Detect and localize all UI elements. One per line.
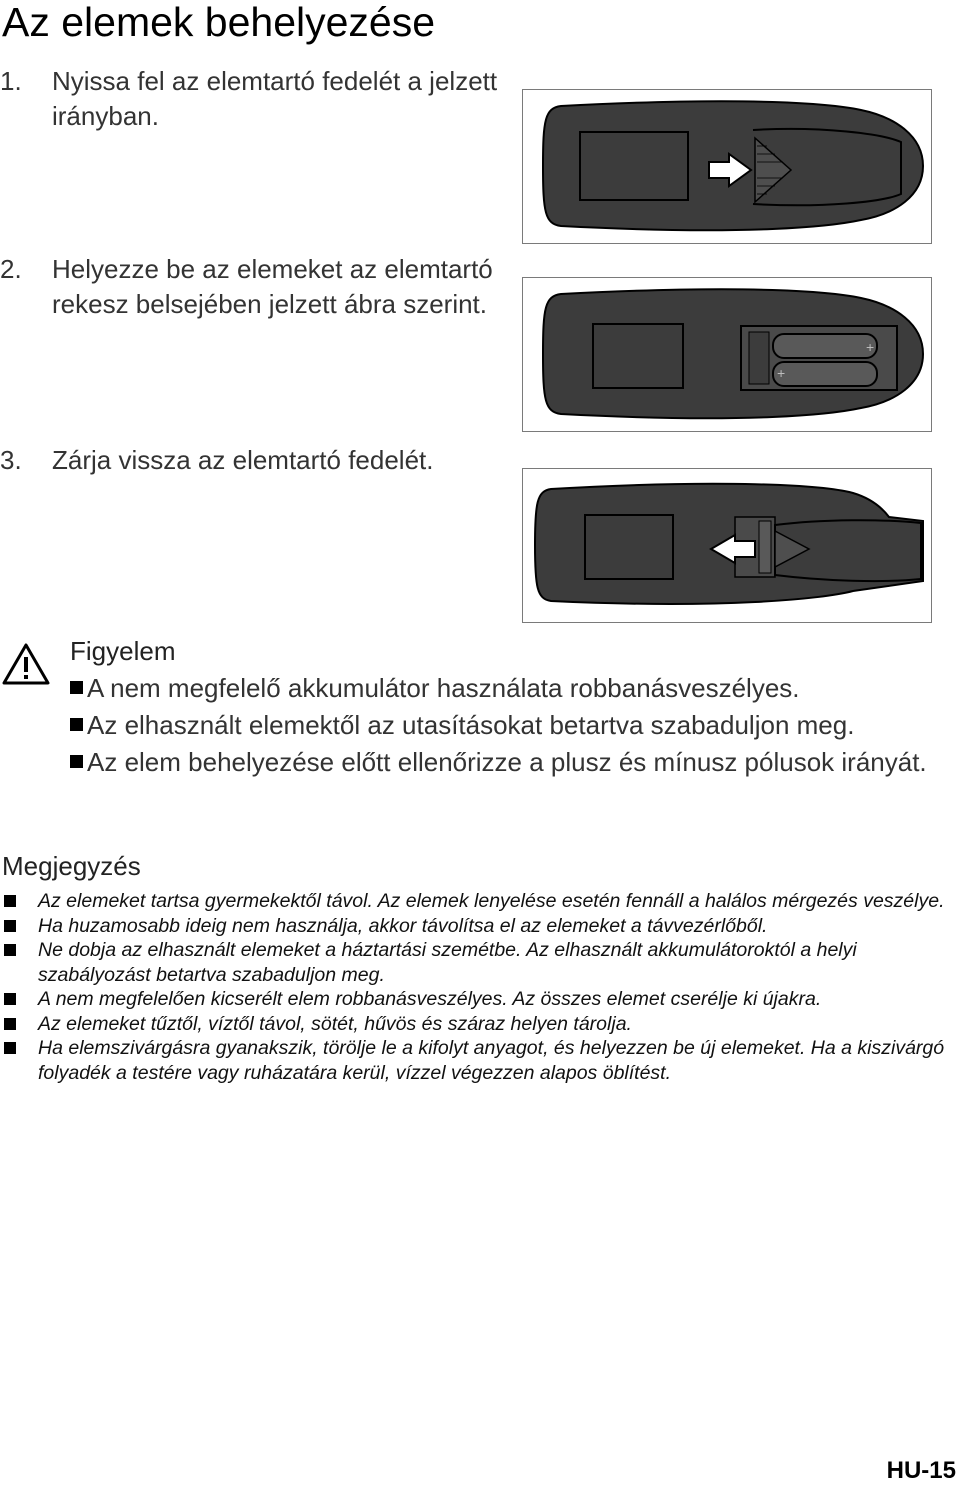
notes-list xyxy=(0,889,958,1085)
bullet-square-icon xyxy=(4,993,16,1005)
remote-close-cover-icon xyxy=(523,469,931,622)
battery-plus-sign: + xyxy=(777,365,786,381)
bullet-square-icon xyxy=(4,1018,16,1030)
note-item: Ha elemszivárgásra gyanakszik, törölje le a kifolyt anyagot, és helyezzen be új elemeket. Ha a kiszivárgó folyadék a testére vagy ruházatára kerül, vízzel végezzen alapos öblítést. xyxy=(0,1036,958,1085)
warning-list xyxy=(70,670,950,781)
figure-open-cover xyxy=(522,89,932,244)
battery-plus-sign: + xyxy=(866,339,875,355)
note-item: A nem megfelelően kicserélt elem robbanásveszélyes. Az összes elemet cserélje ki újakra. xyxy=(0,987,958,1012)
figure-close-cover xyxy=(522,468,932,623)
warning-item: Az elhasznált elemektől az utasításokat betartva szabaduljon meg. xyxy=(70,707,950,744)
step-number: 1. xyxy=(0,66,22,96)
bullet-square-icon xyxy=(70,718,83,731)
bullet-square-icon xyxy=(4,895,16,907)
step-2 xyxy=(0,252,500,322)
step-number: 2. xyxy=(0,254,22,284)
warning-item: A nem megfelelő akkumulátor használata robbanásveszélyes. xyxy=(70,670,950,707)
step-text: Nyissa fel az elemtartó fedelét a jelzett irányban. xyxy=(52,66,498,131)
bullet-square-icon xyxy=(4,1042,16,1054)
bullet-square-icon xyxy=(70,681,83,694)
notes-title: Megjegyzés xyxy=(2,851,141,881)
note-item: Ha huzamosabb ideig nem használja, akkor távolítsa el az elemeket a távvezérlőből. xyxy=(0,914,958,939)
page-number: HU-15 xyxy=(886,1457,956,1484)
remote-open-cover-icon xyxy=(523,90,931,243)
step-1 xyxy=(0,64,500,134)
step-3 xyxy=(0,443,500,478)
step-number: 3. xyxy=(0,445,22,475)
bullet-square-icon xyxy=(4,944,16,956)
remote-batteries-icon xyxy=(523,278,931,431)
figure-batteries-inserted xyxy=(522,277,932,432)
warning-title: Figyelem xyxy=(70,636,176,666)
bullet-square-icon xyxy=(70,755,83,768)
warning-triangle-icon xyxy=(2,642,50,686)
note-item: Az elemeket tartsa gyermekektől távol. Az elemek lenyelése esetén fennáll a halálos mérgezés veszélye. xyxy=(0,889,958,914)
bullet-square-icon xyxy=(4,920,16,932)
warning-item: Az elem behelyezése előtt ellenőrizze a plusz és mínusz pólusok irányát. xyxy=(70,744,950,781)
page-title: Az elemek behelyezése xyxy=(2,0,436,45)
step-text: Helyezze be az elemeket az elemtartó rekesz belsejében jelzett ábra szerint. xyxy=(52,254,493,319)
note-item: Az elemeket tűztől, víztől távol, sötét, hűvös és száraz helyen tárolja. xyxy=(0,1012,958,1037)
note-item: Ne dobja az elhasznált elemeket a háztartási szemétbe. Az elhasznált akkumulátoroktól a helyi szabályozást betartva szabaduljon meg. xyxy=(0,938,958,987)
step-text: Zárja vissza az elemtartó fedelét. xyxy=(52,445,434,475)
